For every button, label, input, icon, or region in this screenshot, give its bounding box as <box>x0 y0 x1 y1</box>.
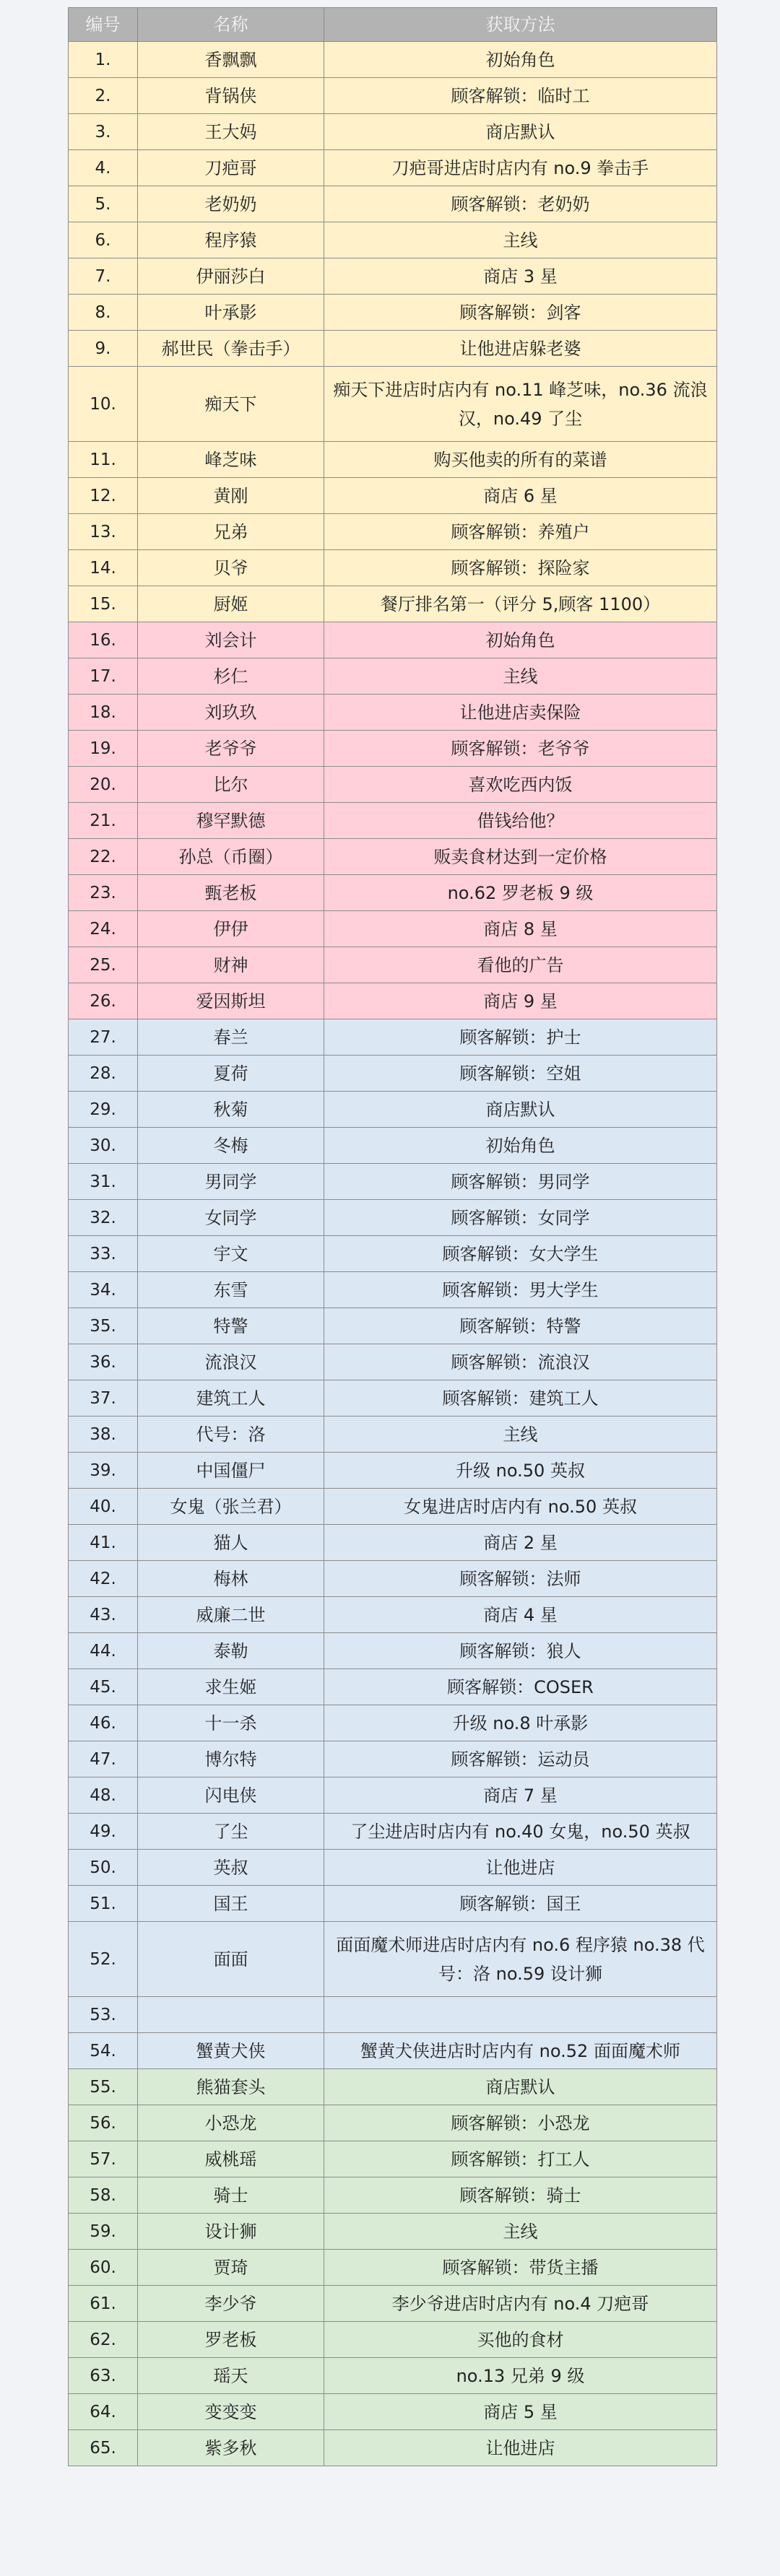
table-row <box>69 1308 717 1344</box>
cell-num: 30. <box>69 1128 138 1164</box>
table-row <box>69 1453 717 1489</box>
cell-method: 主线 <box>324 222 717 258</box>
cell-num: 20. <box>69 767 138 803</box>
cell-name: 女鬼（张兰君） <box>138 1489 324 1525</box>
cell-name: 求生姬 <box>138 1669 324 1705</box>
cell-name: 伊伊 <box>138 911 324 947</box>
cell-name: 贾琦 <box>138 2250 324 2286</box>
cell-name: 痴天下 <box>138 367 324 442</box>
table-row <box>69 1380 717 1417</box>
table-row <box>69 2033 717 2069</box>
table-body <box>69 42 717 2466</box>
cell-method: 顾客解锁：老爷爷 <box>324 731 717 767</box>
character-table <box>68 7 717 2466</box>
cell-method: 让他进店 <box>324 2430 717 2466</box>
table-row <box>69 1741 717 1777</box>
cell-name: 罗老板 <box>138 2322 324 2358</box>
cell-name: 威廉二世 <box>138 1597 324 1633</box>
table-row <box>69 258 717 295</box>
cell-name: 李少爷 <box>138 2286 324 2322</box>
cell-name: 国王 <box>138 1886 324 1922</box>
cell-name: 威桃瑶 <box>138 2141 324 2177</box>
cell-name: 财神 <box>138 947 324 983</box>
table-row <box>69 514 717 550</box>
cell-name: 了尘 <box>138 1814 324 1850</box>
table-row <box>69 731 717 767</box>
cell-name: 杉仁 <box>138 658 324 695</box>
cell-name: 特警 <box>138 1308 324 1344</box>
cell-method: 顾客解锁：运动员 <box>324 1741 717 1777</box>
table-row <box>69 442 717 478</box>
cell-method: 顾客解锁：女大学生 <box>324 1236 717 1272</box>
cell-name: 老爷爷 <box>138 731 324 767</box>
cell-num: 12. <box>69 478 138 514</box>
cell-method: 顾客解锁：打工人 <box>324 2141 717 2177</box>
header-num: 编号 <box>69 8 138 42</box>
cell-method: 商店 6 星 <box>324 478 717 514</box>
cell-method: 商店 9 星 <box>324 983 717 1019</box>
table-row <box>69 658 717 695</box>
table-row <box>69 586 717 622</box>
cell-method: 顾客解锁：探险家 <box>324 550 717 586</box>
table-row <box>69 2141 717 2177</box>
cell-num: 34. <box>69 1272 138 1308</box>
table-row <box>69 1597 717 1633</box>
cell-method: 顾客解锁：特警 <box>324 1308 717 1344</box>
cell-num: 9. <box>69 331 138 367</box>
cell-method: 顾客解锁：带货主播 <box>324 2250 717 2286</box>
cell-method: 商店默认 <box>324 2069 717 2105</box>
cell-method: 初始角色 <box>324 42 717 78</box>
cell-name: 爱因斯坦 <box>138 983 324 1019</box>
cell-num: 55. <box>69 2069 138 2105</box>
cell-method: 主线 <box>324 2214 717 2250</box>
cell-method: 顾客解锁：老奶奶 <box>324 186 717 222</box>
cell-num: 64. <box>69 2394 138 2430</box>
cell-name: 泰勒 <box>138 1633 324 1669</box>
cell-name: 小恐龙 <box>138 2105 324 2141</box>
table-row <box>69 78 717 114</box>
cell-num: 38. <box>69 1417 138 1453</box>
cell-name: 博尔特 <box>138 1741 324 1777</box>
table-row <box>69 1489 717 1525</box>
cell-name: 厨姬 <box>138 586 324 622</box>
cell-name: 秋菊 <box>138 1092 324 1128</box>
table-row <box>69 222 717 258</box>
header-name: 名称 <box>138 8 324 42</box>
cell-method: 购买他卖的所有的菜谱 <box>324 442 717 478</box>
cell-num: 58. <box>69 2177 138 2214</box>
cell-name: 程序猿 <box>138 222 324 258</box>
cell-num: 7. <box>69 258 138 295</box>
table-row <box>69 331 717 367</box>
cell-method: 商店 3 星 <box>324 258 717 295</box>
cell-num: 11. <box>69 442 138 478</box>
cell-num: 41. <box>69 1525 138 1561</box>
table-row <box>69 1814 717 1850</box>
table-row <box>69 2105 717 2141</box>
cell-num: 65. <box>69 2430 138 2466</box>
table-row <box>69 911 717 947</box>
table-row <box>69 2069 717 2105</box>
table-row <box>69 478 717 514</box>
cell-name: 刘玖玖 <box>138 695 324 731</box>
cell-num: 23. <box>69 875 138 911</box>
cell-name: 黄刚 <box>138 478 324 514</box>
cell-method: 顾客解锁：流浪汉 <box>324 1344 717 1380</box>
cell-method: 蟹黄犬侠进店时店内有 no.52 面面魔术师 <box>324 2033 717 2069</box>
cell-num: 52. <box>69 1922 138 1997</box>
table-header <box>69 8 717 42</box>
cell-num: 57. <box>69 2141 138 2177</box>
cell-name: 叶承影 <box>138 295 324 331</box>
cell-name: 流浪汉 <box>138 1344 324 1380</box>
cell-method: 主线 <box>324 658 717 695</box>
cell-num: 56. <box>69 2105 138 2141</box>
cell-num: 62. <box>69 2322 138 2358</box>
cell-num: 61. <box>69 2286 138 2322</box>
table-row <box>69 1850 717 1886</box>
cell-name: 刘会计 <box>138 622 324 658</box>
cell-num: 28. <box>69 1056 138 1092</box>
cell-num: 48. <box>69 1777 138 1814</box>
table-row <box>69 367 717 442</box>
cell-num: 8. <box>69 295 138 331</box>
cell-method: 顾客解锁：狼人 <box>324 1633 717 1669</box>
cell-num: 54. <box>69 2033 138 2069</box>
cell-num: 43. <box>69 1597 138 1633</box>
table-row <box>69 1705 717 1741</box>
table-row <box>69 1922 717 1997</box>
cell-name: 冬梅 <box>138 1128 324 1164</box>
cell-name: 穆罕默德 <box>138 803 324 839</box>
cell-name: 瑶天 <box>138 2358 324 2394</box>
cell-name: 伊丽莎白 <box>138 258 324 295</box>
table-row <box>69 1272 717 1308</box>
table-row <box>69 839 717 875</box>
table-row <box>69 2430 717 2466</box>
table-row <box>69 1019 717 1056</box>
table-row <box>69 2322 717 2358</box>
cell-num: 63. <box>69 2358 138 2394</box>
cell-num: 24. <box>69 911 138 947</box>
cell-name: 猫人 <box>138 1525 324 1561</box>
table-row <box>69 1236 717 1272</box>
cell-method: 顾客解锁：COSER <box>324 1669 717 1705</box>
cell-name: 春兰 <box>138 1019 324 1056</box>
table-row <box>69 695 717 731</box>
cell-num: 40. <box>69 1489 138 1525</box>
table-row <box>69 2286 717 2322</box>
cell-method: 顾客解锁：女同学 <box>324 1200 717 1236</box>
cell-name: 熊猫套头 <box>138 2069 324 2105</box>
cell-num: 44. <box>69 1633 138 1669</box>
cell-method: 主线 <box>324 1417 717 1453</box>
table-row <box>69 1344 717 1380</box>
table-row <box>69 1633 717 1669</box>
table-row <box>69 2177 717 2214</box>
cell-name: 设计狮 <box>138 2214 324 2250</box>
cell-name: 建筑工人 <box>138 1380 324 1417</box>
cell-method: 顾客解锁：护士 <box>324 1019 717 1056</box>
cell-num: 17. <box>69 658 138 695</box>
cell-name: 闪电侠 <box>138 1777 324 1814</box>
cell-method: 贩卖食材达到一定价格 <box>324 839 717 875</box>
cell-method: 升级 no.50 英叔 <box>324 1453 717 1489</box>
cell-name: 男同学 <box>138 1164 324 1200</box>
cell-name: 峰芝味 <box>138 442 324 478</box>
cell-method: 顾客解锁：法师 <box>324 1561 717 1597</box>
table-row <box>69 983 717 1019</box>
cell-num: 13. <box>69 514 138 550</box>
table-row <box>69 1997 717 2033</box>
table-row <box>69 150 717 186</box>
character-table-wrapper <box>68 7 716 2466</box>
cell-method: 初始角色 <box>324 1128 717 1164</box>
cell-name: 骑士 <box>138 2177 324 2214</box>
cell-num: 5. <box>69 186 138 222</box>
cell-name: 面面 <box>138 1922 324 1997</box>
table-row <box>69 622 717 658</box>
cell-method: 顾客解锁：养殖户 <box>324 514 717 550</box>
table-row <box>69 1200 717 1236</box>
cell-name: 东雪 <box>138 1272 324 1308</box>
cell-method: 商店 2 星 <box>324 1525 717 1561</box>
cell-name: 夏荷 <box>138 1056 324 1092</box>
cell-method: 初始角色 <box>324 622 717 658</box>
cell-num: 1. <box>69 42 138 78</box>
cell-method: 女鬼进店时店内有 no.50 英叔 <box>324 1489 717 1525</box>
cell-num: 51. <box>69 1886 138 1922</box>
cell-method: 顾客解锁：空姐 <box>324 1056 717 1092</box>
cell-method: 借钱给他？ <box>324 803 717 839</box>
cell-name: 女同学 <box>138 1200 324 1236</box>
cell-name: 孙总（币圈） <box>138 839 324 875</box>
cell-num: 16. <box>69 622 138 658</box>
cell-num: 59. <box>69 2214 138 2250</box>
cell-method: 喜欢吃西内饭 <box>324 767 717 803</box>
cell-method: 让他进店卖保险 <box>324 695 717 731</box>
cell-num: 4. <box>69 150 138 186</box>
cell-method: 让他进店 <box>324 1850 717 1886</box>
cell-name: 比尔 <box>138 767 324 803</box>
cell-name: 王大妈 <box>138 114 324 150</box>
cell-num: 47. <box>69 1741 138 1777</box>
cell-method: 升级 no.8 叶承影 <box>324 1705 717 1741</box>
table-row <box>69 1417 717 1453</box>
table-row <box>69 114 717 150</box>
cell-method: 商店 5 星 <box>324 2394 717 2430</box>
cell-method: 了尘进店时店内有 no.40 女鬼，no.50 英叔 <box>324 1814 717 1850</box>
cell-method: 商店 8 星 <box>324 911 717 947</box>
cell-num: 36. <box>69 1344 138 1380</box>
cell-method: 餐厅排名第一（评分 5,顾客 1100） <box>324 586 717 622</box>
table-row <box>69 1128 717 1164</box>
cell-num: 22. <box>69 839 138 875</box>
cell-method: 顾客解锁：骑士 <box>324 2177 717 2214</box>
cell-method: 李少爷进店时店内有 no.4 刀疤哥 <box>324 2286 717 2322</box>
cell-method: 顾客解锁：国王 <box>324 1886 717 1922</box>
cell-num: 50. <box>69 1850 138 1886</box>
cell-num: 2. <box>69 78 138 114</box>
header-method: 获取方法 <box>324 8 717 42</box>
table-row <box>69 803 717 839</box>
cell-name: 宇文 <box>138 1236 324 1272</box>
cell-name <box>138 1997 324 2033</box>
table-row <box>69 1056 717 1092</box>
cell-num: 21. <box>69 803 138 839</box>
cell-num: 27. <box>69 1019 138 1056</box>
table-row <box>69 767 717 803</box>
table-row <box>69 295 717 331</box>
cell-name: 兄弟 <box>138 514 324 550</box>
header-row <box>69 8 717 42</box>
table-row <box>69 1164 717 1200</box>
cell-num: 53. <box>69 1997 138 2033</box>
cell-method: no.62 罗老板 9 级 <box>324 875 717 911</box>
cell-num: 14. <box>69 550 138 586</box>
table-row <box>69 2358 717 2394</box>
cell-num: 33. <box>69 1236 138 1272</box>
cell-method: 刀疤哥进店时店内有 no.9 拳击手 <box>324 150 717 186</box>
cell-num: 60. <box>69 2250 138 2286</box>
cell-num: 35. <box>69 1308 138 1344</box>
cell-method: 让他进店躲老婆 <box>324 331 717 367</box>
cell-name: 中国僵尸 <box>138 1453 324 1489</box>
cell-num: 6. <box>69 222 138 258</box>
table-row <box>69 2394 717 2430</box>
table-row <box>69 1886 717 1922</box>
cell-name: 变变变 <box>138 2394 324 2430</box>
cell-name: 背锅侠 <box>138 78 324 114</box>
cell-method: 痴天下进店时店内有 no.11 峰芝味，no.36 流浪汉，no.49 了尘 <box>324 367 717 442</box>
cell-method: 商店默认 <box>324 1092 717 1128</box>
cell-method: 商店 4 星 <box>324 1597 717 1633</box>
cell-name: 十一杀 <box>138 1705 324 1741</box>
cell-name: 刀疤哥 <box>138 150 324 186</box>
table-row <box>69 2214 717 2250</box>
cell-name: 代号：洛 <box>138 1417 324 1453</box>
cell-name: 紫多秋 <box>138 2430 324 2466</box>
cell-num: 46. <box>69 1705 138 1741</box>
cell-num: 25. <box>69 947 138 983</box>
cell-num: 45. <box>69 1669 138 1705</box>
cell-num: 37. <box>69 1380 138 1417</box>
table-row <box>69 1525 717 1561</box>
cell-name: 香飘飘 <box>138 42 324 78</box>
cell-name: 梅林 <box>138 1561 324 1597</box>
cell-method: no.13 兄弟 9 级 <box>324 2358 717 2394</box>
cell-name: 郝世民（拳击手） <box>138 331 324 367</box>
table-row <box>69 1777 717 1814</box>
table-row <box>69 2250 717 2286</box>
cell-name: 蟹黄犬侠 <box>138 2033 324 2069</box>
table-row <box>69 1669 717 1705</box>
cell-num: 42. <box>69 1561 138 1597</box>
cell-name: 英叔 <box>138 1850 324 1886</box>
cell-num: 31. <box>69 1164 138 1200</box>
cell-num: 18. <box>69 695 138 731</box>
cell-method <box>324 1997 717 2033</box>
cell-method: 顾客解锁：男大学生 <box>324 1272 717 1308</box>
table-row <box>69 550 717 586</box>
cell-name: 老奶奶 <box>138 186 324 222</box>
cell-num: 29. <box>69 1092 138 1128</box>
cell-method: 商店 7 星 <box>324 1777 717 1814</box>
table-row <box>69 186 717 222</box>
cell-method: 顾客解锁：建筑工人 <box>324 1380 717 1417</box>
cell-num: 32. <box>69 1200 138 1236</box>
cell-name: 贝爷 <box>138 550 324 586</box>
cell-method: 买他的食材 <box>324 2322 717 2358</box>
table-row <box>69 875 717 911</box>
cell-method: 顾客解锁：剑客 <box>324 295 717 331</box>
table-row <box>69 1092 717 1128</box>
table-row <box>69 1561 717 1597</box>
cell-num: 19. <box>69 731 138 767</box>
cell-num: 26. <box>69 983 138 1019</box>
cell-num: 49. <box>69 1814 138 1850</box>
cell-num: 39. <box>69 1453 138 1489</box>
cell-method: 商店默认 <box>324 114 717 150</box>
cell-method: 面面魔术师进店时店内有 no.6 程序猿 no.38 代号：洛 no.59 设计狮 <box>324 1922 717 1997</box>
cell-num: 10. <box>69 367 138 442</box>
cell-method: 看他的广告 <box>324 947 717 983</box>
cell-method: 顾客解锁：小恐龙 <box>324 2105 717 2141</box>
table-row <box>69 947 717 983</box>
table-row <box>69 42 717 78</box>
cell-name: 甄老板 <box>138 875 324 911</box>
cell-method: 顾客解锁：临时工 <box>324 78 717 114</box>
cell-num: 3. <box>69 114 138 150</box>
cell-method: 顾客解锁：男同学 <box>324 1164 717 1200</box>
cell-num: 15. <box>69 586 138 622</box>
